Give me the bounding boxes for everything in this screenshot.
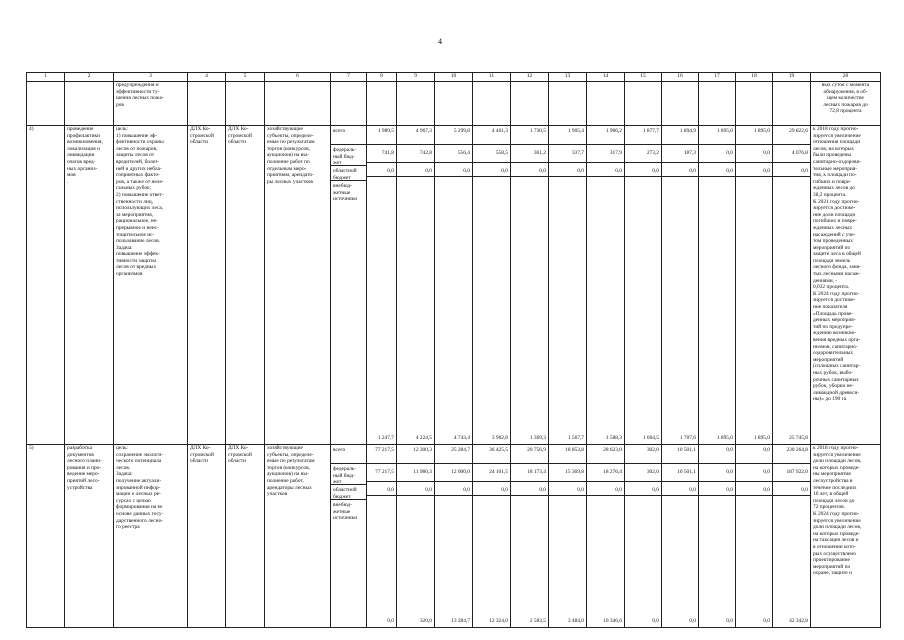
value-regional: 0,0 (801, 487, 808, 493)
value-extra: 3 484,0 (567, 618, 584, 625)
row-divider (549, 495, 586, 496)
funding-values (511, 445, 549, 628)
value-extra: 10 346,6 (603, 618, 622, 625)
row-divider (549, 481, 586, 482)
funding-source: федераль- ный бюд- жет (331, 463, 366, 484)
value-extra: 0,0 (689, 618, 696, 625)
funding-values (435, 445, 473, 628)
row-divider (699, 176, 735, 177)
row-divider (773, 176, 810, 177)
funding-values (662, 445, 699, 628)
continuation-result: вых суток с момента обнаружения, в об- щем количестве лесных пожаров до 72,8 процента (811, 82, 881, 126)
co-executor: ДЛХ Ко- стромской области (226, 126, 265, 445)
value-regional: 0,0 (615, 487, 622, 493)
value-total: 1 895,0 (753, 128, 770, 134)
row-divider (736, 495, 772, 496)
column-number: 10 (435, 73, 473, 82)
funding-source: всего (333, 128, 346, 134)
row-divider (587, 481, 624, 482)
table-row-4 (27, 126, 881, 445)
row-divider (736, 144, 772, 145)
value-total: 0,0 (726, 447, 733, 453)
column-number: 1 (27, 73, 65, 82)
funding-values (367, 126, 397, 445)
program-table (26, 72, 881, 628)
value-federal: 0,0 (763, 469, 770, 475)
value-total: 5 299,8 (453, 128, 470, 134)
row-divider (473, 176, 510, 177)
value-regional: 0,0 (501, 487, 508, 493)
row-divider (662, 495, 698, 496)
value-extra: 1 895,0 (753, 435, 770, 442)
table-row-5 (27, 445, 881, 628)
expected-result: к 2018 году прогно- зируется увеличение отношения площади лесов, на которых были проведены санитарно-оздорови- тельные мероприя- тия, к площади по- гибших и повре- жденных лесов до 38,2 процента. К 2021 году прогно- зируется достиже- ние доли площади погибших и повре- жденных лесных насаждений с уче- том проведенных мероприятий по защите леса в общей площади земель лесного фонда, заня- тых лесными насаж- дениями, - 0,032 процента. К 2024 году прогно- зируется достиже- ние показателя «Площадь прове- денных мероприя- тий по предупре- ждению возникно- вения вредных орга- низмов, санитарно- оздоровительных мероприятий (сплошных санитар- ных рубок, выбо- рочных санитарных рубок, уборки не- ликвидной древеси- ны)» до 190 га (811, 126, 881, 445)
value-extra: 0,0 (387, 618, 394, 625)
value-total: 1 894,9 (679, 128, 696, 134)
row-number: 4) (27, 126, 65, 445)
value-regional: 0,0 (425, 487, 432, 493)
row-divider (549, 176, 586, 177)
measure-name: разработка документов лесного плани- рования и про- ведение меро- приятий лесо- устройства (65, 445, 114, 628)
row-divider (625, 481, 661, 482)
row-divider (699, 495, 735, 496)
row-divider (511, 495, 548, 496)
column-number: 7 (331, 73, 367, 82)
funding-values (699, 445, 736, 628)
value-total: 25 284,7 (451, 447, 470, 453)
column-number: 9 (397, 73, 435, 82)
row-divider (397, 144, 434, 145)
row-divider (773, 162, 810, 163)
value-extra: 42 342,8 (789, 618, 808, 625)
participants: хозяйствующие субъекты, определе- емые по результатам торгов (конкурсов, аукционов) на вы- полнение работ по отдельным меро- приятиям, арендато- ры лесных участков (265, 126, 331, 445)
value-total: 10 501,1 (677, 447, 696, 453)
value-extra: 0,0 (726, 618, 733, 625)
column-number: 6 (265, 73, 331, 82)
value-federal: 18 173,4 (527, 469, 546, 475)
row-divider (736, 481, 772, 482)
row-divider (473, 463, 510, 464)
value-federal: 0,0 (726, 469, 733, 475)
value-federal: 0,0 (763, 150, 770, 156)
row-divider (736, 463, 772, 464)
value-extra: 13 284,7 (451, 618, 470, 625)
funding-values (367, 445, 397, 628)
row-divider (662, 162, 698, 163)
value-regional: 0,0 (615, 168, 622, 174)
row-divider (773, 463, 810, 464)
row-divider (367, 176, 396, 177)
funding-values (549, 445, 587, 628)
value-extra: 1 567,7 (567, 435, 584, 442)
value-regional: 0,0 (539, 168, 546, 174)
value-extra: 2 583,5 (529, 618, 546, 625)
row-divider (397, 176, 434, 177)
funding-values (473, 445, 511, 628)
column-number: 15 (625, 73, 662, 82)
row-number: 5) (27, 445, 65, 628)
co-executor: ДЛХ Ко- стромской области (226, 445, 265, 628)
value-regional: 0,0 (652, 168, 659, 174)
value-federal: 0,0 (726, 150, 733, 156)
funding-values (587, 126, 625, 445)
value-federal: 10 501,1 (677, 469, 696, 475)
row-divider (511, 162, 548, 163)
column-number: 4 (188, 73, 226, 82)
value-federal: 15 369,8 (565, 469, 584, 475)
row-divider (473, 481, 510, 482)
value-total: 302,0 (646, 447, 659, 453)
value-regional: 0,0 (763, 168, 770, 174)
value-extra: 1 369,3 (529, 435, 546, 442)
funding-values (587, 445, 625, 628)
value-regional: 0,0 (539, 487, 546, 493)
value-extra: 1 588,3 (605, 435, 622, 442)
row-divider (367, 463, 396, 464)
value-regional: 0,0 (726, 487, 733, 493)
column-number-row (27, 73, 881, 82)
row-divider (699, 162, 735, 163)
row-divider (662, 481, 698, 482)
value-extra: 1 247,7 (377, 435, 394, 442)
row-divider (662, 176, 698, 177)
row-divider (773, 144, 810, 145)
column-number: 2 (65, 73, 114, 82)
funding-source: областной бюджет (331, 165, 366, 180)
value-extra: 1 707,6 (679, 435, 696, 442)
row-divider (511, 481, 548, 482)
measure-name: проведение профилактики возникновения, локализация и ликвидации очагов вред- ных организ- мов . (65, 126, 114, 445)
column-number: 8 (367, 73, 397, 82)
value-regional: 0,0 (689, 487, 696, 493)
value-regional: 0,0 (463, 168, 470, 174)
row-divider (435, 481, 472, 482)
column-number: 5 (226, 73, 265, 82)
value-federal: 187,3 (683, 150, 696, 156)
value-federal: 77 217,5 (375, 469, 394, 475)
row-divider (397, 495, 434, 496)
row-divider (736, 162, 772, 163)
value-total: 20 756,9 (527, 447, 546, 453)
value-total: 1 895,0 (716, 128, 733, 134)
value-total: 18 853,8 (565, 447, 584, 453)
funding-values (662, 126, 699, 445)
value-extra: 3 902,8 (491, 435, 508, 442)
column-number: 18 (736, 73, 773, 82)
row-divider (587, 144, 624, 145)
funding-values (397, 445, 435, 628)
value-federal: 11 980,3 (413, 469, 432, 475)
row-divider (511, 176, 548, 177)
row-divider (511, 463, 548, 464)
funding-source: всего (333, 447, 346, 453)
column-number: 12 (511, 73, 549, 82)
value-total: 29 822,6 (789, 128, 808, 134)
value-extra: 0,0 (652, 618, 659, 625)
value-total: 1 877,7 (642, 128, 659, 134)
row-divider (397, 162, 434, 163)
funding-values (511, 126, 549, 445)
funding-values (736, 126, 773, 445)
value-regional: 0,0 (387, 487, 394, 493)
value-total: 1 730,5 (529, 128, 546, 134)
value-total: 4 461,3 (491, 128, 508, 134)
funding-values (473, 126, 511, 445)
value-total: 1 989,5 (377, 128, 394, 134)
column-number: 13 (549, 73, 587, 82)
row-divider (587, 495, 624, 496)
funding-values (773, 126, 811, 445)
value-regional: 0,0 (689, 168, 696, 174)
value-federal: 24 101,5 (489, 469, 508, 475)
row-divider (625, 144, 661, 145)
value-federal: 361,2 (533, 150, 546, 156)
row-divider (587, 176, 624, 177)
value-extra: 1 604,5 (642, 435, 659, 442)
responsible-executor: ДЛХ Ко- стромской области (188, 445, 226, 628)
row-divider (587, 463, 624, 464)
row-divider (699, 463, 735, 464)
funding-values (625, 445, 662, 628)
row-divider (473, 162, 510, 163)
value-federal: 4 076,8 (791, 150, 808, 156)
value-regional: 0,0 (387, 168, 394, 174)
value-total: 4 967,3 (415, 128, 432, 134)
funding-sources (331, 445, 367, 628)
value-extra: 12 324,0 (489, 618, 508, 625)
value-regional: 0,0 (501, 168, 508, 174)
value-federal: 556,4 (457, 150, 470, 156)
funding-values (699, 126, 736, 445)
column-number: 19 (773, 73, 811, 82)
row-divider (625, 495, 661, 496)
value-regional: 0,0 (763, 487, 770, 493)
column-number: 17 (699, 73, 736, 82)
row-divider (625, 463, 661, 464)
value-federal: 742,8 (419, 150, 432, 156)
goal-and-task: цель: сохранение экологи- ческого потенциала лесов. Задача: получение актуали- зированной инфор- мации о лесных ре- сурсах с целью формирования на ее основе данных госу- дарственного лесно- го реестра (114, 445, 188, 628)
funding-source: внебюд- жетные источники (331, 499, 366, 522)
funding-values (736, 445, 773, 628)
column-number: 14 (587, 73, 625, 82)
row-divider (625, 176, 661, 177)
value-federal: 558,5 (495, 150, 508, 156)
row-divider (367, 144, 396, 145)
row-divider (549, 144, 586, 145)
value-federal: 302,0 (646, 469, 659, 475)
row-divider (587, 162, 624, 163)
row-divider (662, 463, 698, 464)
row-divider (662, 144, 698, 145)
value-regional: 0,0 (577, 487, 584, 493)
value-regional: 0,0 (577, 168, 584, 174)
value-total: 0,0 (763, 447, 770, 453)
row-divider (773, 481, 810, 482)
value-total: 77 217,5 (375, 447, 394, 453)
row-divider (549, 463, 586, 464)
value-federal: 317,9 (609, 150, 622, 156)
row-divider (435, 495, 472, 496)
funding-values (397, 126, 435, 445)
value-regional: 0,0 (425, 168, 432, 174)
value-total: 28 623,0 (603, 447, 622, 453)
row-divider (435, 144, 472, 145)
row-divider (367, 495, 396, 496)
row-divider (625, 162, 661, 163)
value-regional: 0,0 (726, 168, 733, 174)
row-divider (773, 495, 810, 496)
value-extra: 0,0 (763, 618, 770, 625)
row-divider (473, 144, 510, 145)
row-divider (549, 162, 586, 163)
continuation-row (27, 82, 881, 126)
value-extra: 320,0 (419, 618, 432, 625)
value-federal: 18 276,4 (603, 469, 622, 475)
value-total: 1 905,4 (567, 128, 584, 134)
value-total: 12 300,3 (413, 447, 432, 453)
funding-source: внебюд- жетные источники (331, 180, 366, 203)
column-number: 3 (114, 73, 188, 82)
participants: хозяйствующие субъекты, определе- емые по результатам торгов (конкурсов, аукционов) на вы- полнение работ, арендаторы лесных участков (265, 445, 331, 628)
funding-source: федераль- ный бюд- жет (331, 144, 366, 165)
column-number: 16 (662, 73, 699, 82)
funding-sources (331, 126, 367, 445)
value-federal: 741,8 (381, 150, 394, 156)
page-number: 4 (438, 37, 442, 46)
continuation-goal: предупреждения и эффективности ту- шения лесных пожа- ров (114, 82, 188, 126)
goal-and-task: цель: 1) повышение эф- фективности охраны лесов от пожаров, защиты лесов от вредителей, болез- ней и других небла- гоприятных факто- ров, а также от неле- гальных рубок; 2) повышение ответ- ственности лиц, использующих леса, за мероприятия, рациональное, не- прерывное и неис- тощительное ис- пользование лесов. Задача: повышение эффек- тивности защиты лесов от вредных организмов (114, 126, 188, 445)
row-divider (699, 144, 735, 145)
value-extra: 25 745,8 (789, 435, 808, 442)
row-divider (367, 481, 396, 482)
value-regional: 0,0 (463, 487, 470, 493)
row-divider (473, 495, 510, 496)
value-regional: 0,0 (652, 487, 659, 493)
value-federal: 337,7 (571, 150, 584, 156)
row-divider (736, 176, 772, 177)
row-divider (397, 481, 434, 482)
value-extra: 4 224,5 (415, 435, 432, 442)
row-divider (435, 176, 472, 177)
row-divider (397, 463, 434, 464)
funding-values (435, 126, 473, 445)
funding-source: областной бюджет (331, 484, 366, 499)
value-federal: 12 000,0 (451, 469, 470, 475)
expected-result: к 2018 году прогно- зируется увеличение доли площади лесов, на которых проведе- ны мероприятия лесоустройства в течение последних 10 лет, в общей площади лесов до 72 процентов. К 2024 году прогно- зируется увеличение доли площади лесов, на которых проведе- на таксация лесов и в отношении кото- рых осуществлено проектирование мероприятий по охране, защите и (811, 445, 881, 628)
value-extra: 4 743,4 (453, 435, 470, 442)
value-regional: 0,0 (801, 168, 808, 174)
value-extra: 1 895,0 (716, 435, 733, 442)
responsible-executor: ДЛХ Ко- стромской области (188, 126, 226, 445)
row-divider (435, 463, 472, 464)
value-federal: 187 922,0 (786, 469, 808, 475)
row-divider (511, 144, 548, 145)
value-total: 230 264,8 (786, 447, 808, 453)
funding-values (773, 445, 811, 628)
funding-values (625, 126, 662, 445)
row-divider (367, 162, 396, 163)
funding-values (549, 126, 587, 445)
row-divider (699, 481, 735, 482)
column-number: 11 (473, 73, 511, 82)
row-divider (435, 162, 472, 163)
column-number: 20 (811, 73, 881, 82)
value-total: 1 906,2 (605, 128, 622, 134)
value-total: 36 425,5 (489, 447, 508, 453)
value-federal: 273,2 (646, 150, 659, 156)
